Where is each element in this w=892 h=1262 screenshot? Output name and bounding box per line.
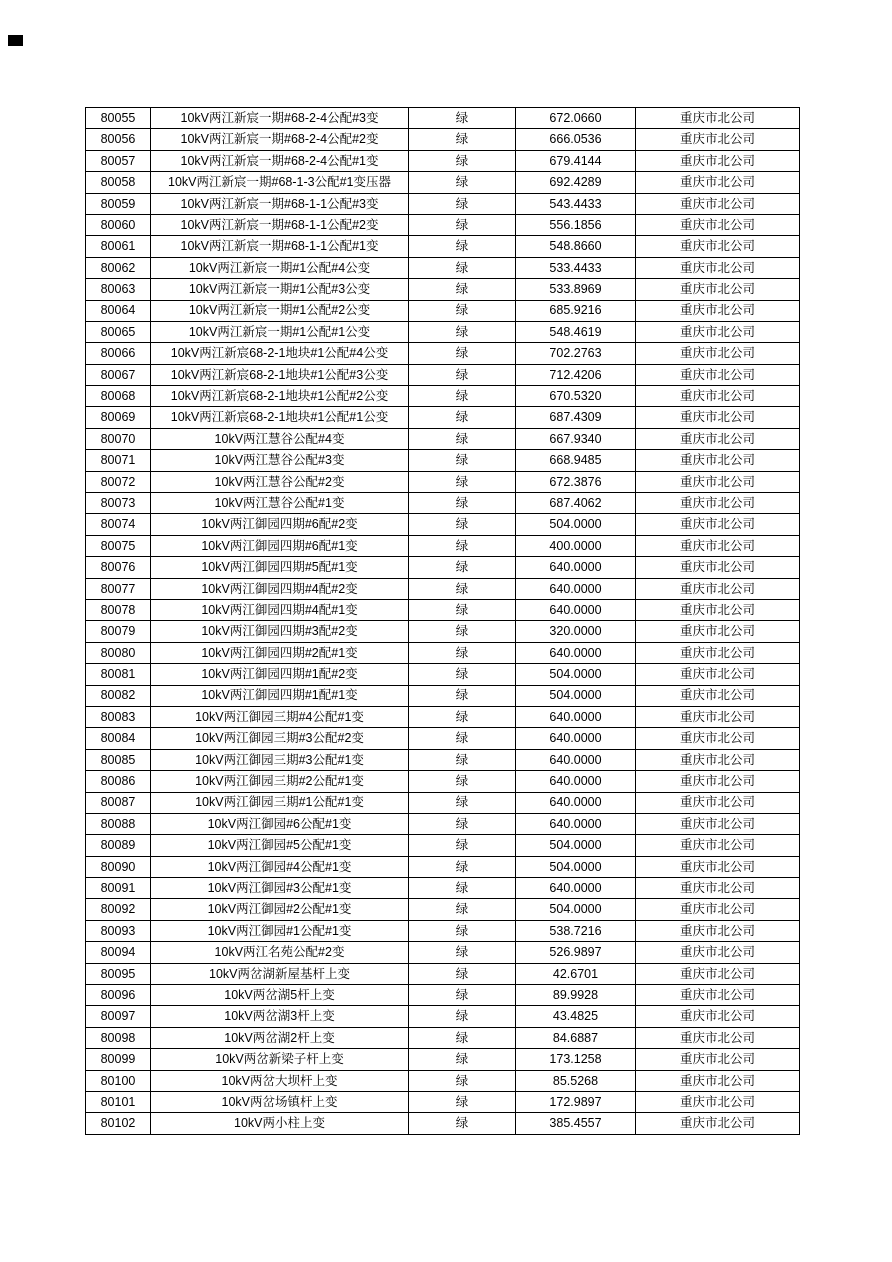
cell-id: 80076 — [86, 557, 151, 578]
cell-name: 10kV两江御园四期#6配#1变 — [151, 535, 409, 556]
cell-value: 85.5268 — [516, 1070, 636, 1091]
cell-name: 10kV两江御园四期#5配#1变 — [151, 557, 409, 578]
cell-id: 80102 — [86, 1113, 151, 1134]
cell-status: 绿 — [409, 450, 516, 471]
cell-name: 10kV两小柱上变 — [151, 1113, 409, 1134]
cell-company: 重庆市北公司 — [636, 428, 800, 449]
cell-value: 687.4062 — [516, 493, 636, 514]
cell-name: 10kV两江御园#5公配#1变 — [151, 835, 409, 856]
cell-value: 526.9897 — [516, 942, 636, 963]
cell-name: 10kV两江新宸一期#68-2-4公配#3变 — [151, 108, 409, 129]
cell-status: 绿 — [409, 108, 516, 129]
cell-value: 668.9485 — [516, 450, 636, 471]
cell-status: 绿 — [409, 214, 516, 235]
cell-company: 重庆市北公司 — [636, 771, 800, 792]
cell-value: 533.8969 — [516, 279, 636, 300]
cell-company: 重庆市北公司 — [636, 108, 800, 129]
cell-name: 10kV两岔湖3杆上变 — [151, 1006, 409, 1027]
cell-company: 重庆市北公司 — [636, 1006, 800, 1027]
cell-name: 10kV两江新宸68-2-1地块#1公配#1公变 — [151, 407, 409, 428]
cell-id: 80069 — [86, 407, 151, 428]
table-row — [86, 749, 800, 770]
table-row — [86, 1006, 800, 1027]
cell-id: 80089 — [86, 835, 151, 856]
cell-id: 80086 — [86, 771, 151, 792]
cell-status: 绿 — [409, 899, 516, 920]
cell-value: 685.9216 — [516, 300, 636, 321]
cell-name: 10kV两江新宸68-2-1地块#1公配#3公变 — [151, 364, 409, 385]
cell-id: 80091 — [86, 878, 151, 899]
cell-value: 687.4309 — [516, 407, 636, 428]
cell-status: 绿 — [409, 1113, 516, 1134]
cell-company: 重庆市北公司 — [636, 920, 800, 941]
cell-company: 重庆市北公司 — [636, 193, 800, 214]
cell-company: 重庆市北公司 — [636, 856, 800, 877]
cell-status: 绿 — [409, 685, 516, 706]
cell-company: 重庆市北公司 — [636, 792, 800, 813]
cell-status: 绿 — [409, 321, 516, 342]
cell-company: 重庆市北公司 — [636, 749, 800, 770]
cell-value: 667.9340 — [516, 428, 636, 449]
table-row — [86, 578, 800, 599]
table-row — [86, 792, 800, 813]
cell-company: 重庆市北公司 — [636, 1113, 800, 1134]
cell-name: 10kV两江新宸一期#1公配#1公变 — [151, 321, 409, 342]
table-row — [86, 985, 800, 1006]
table-row — [86, 428, 800, 449]
cell-status: 绿 — [409, 236, 516, 257]
table-row — [86, 878, 800, 899]
cell-company: 重庆市北公司 — [636, 835, 800, 856]
cell-value: 666.0536 — [516, 129, 636, 150]
table-row — [86, 343, 800, 364]
cell-name: 10kV两江名苑公配#2变 — [151, 942, 409, 963]
cell-company: 重庆市北公司 — [636, 364, 800, 385]
table-row — [86, 899, 800, 920]
cell-company: 重庆市北公司 — [636, 899, 800, 920]
cell-company: 重庆市北公司 — [636, 514, 800, 535]
cell-status: 绿 — [409, 985, 516, 1006]
cell-status: 绿 — [409, 920, 516, 941]
cell-id: 80063 — [86, 279, 151, 300]
cell-id: 80094 — [86, 942, 151, 963]
cell-value: 173.1258 — [516, 1049, 636, 1070]
cell-name: 10kV两江新宸一期#68-2-4公配#2变 — [151, 129, 409, 150]
cell-id: 80070 — [86, 428, 151, 449]
cell-value: 320.0000 — [516, 621, 636, 642]
table-row — [86, 214, 800, 235]
cell-id: 80087 — [86, 792, 151, 813]
cell-value: 385.4557 — [516, 1113, 636, 1134]
cell-name: 10kV两江新宸一期#68-1-3公配#1变压器 — [151, 172, 409, 193]
cell-company: 重庆市北公司 — [636, 621, 800, 642]
table-row — [86, 514, 800, 535]
table-row — [86, 1091, 800, 1112]
cell-id: 80099 — [86, 1049, 151, 1070]
table-row — [86, 664, 800, 685]
cell-value: 548.4619 — [516, 321, 636, 342]
cell-value: 556.1856 — [516, 214, 636, 235]
device-table — [85, 107, 800, 1135]
cell-value: 640.0000 — [516, 599, 636, 620]
cell-value: 640.0000 — [516, 728, 636, 749]
cell-company: 重庆市北公司 — [636, 1049, 800, 1070]
cell-status: 绿 — [409, 664, 516, 685]
cell-name: 10kV两江御园三期#4公配#1变 — [151, 706, 409, 727]
cell-status: 绿 — [409, 257, 516, 278]
cell-name: 10kV两江御园三期#1公配#1变 — [151, 792, 409, 813]
cell-name: 10kV两江御园三期#3公配#2变 — [151, 728, 409, 749]
cell-company: 重庆市北公司 — [636, 129, 800, 150]
cell-id: 80096 — [86, 985, 151, 1006]
cell-status: 绿 — [409, 942, 516, 963]
cell-id: 80083 — [86, 706, 151, 727]
cell-company: 重庆市北公司 — [636, 963, 800, 984]
cell-name: 10kV两江慧谷公配#2变 — [151, 471, 409, 492]
cell-name: 10kV两江慧谷公配#3变 — [151, 450, 409, 471]
cell-id: 80057 — [86, 150, 151, 171]
cell-name: 10kV两江御园四期#6配#2变 — [151, 514, 409, 535]
table-row — [86, 771, 800, 792]
cell-company: 重庆市北公司 — [636, 942, 800, 963]
cell-id: 80090 — [86, 856, 151, 877]
table-row — [86, 557, 800, 578]
cell-status: 绿 — [409, 343, 516, 364]
table-row — [86, 129, 800, 150]
cell-value: 712.4206 — [516, 364, 636, 385]
cell-name: 10kV两江新宸一期#68-1-1公配#2变 — [151, 214, 409, 235]
table-row — [86, 856, 800, 877]
cell-company: 重庆市北公司 — [636, 599, 800, 620]
cell-status: 绿 — [409, 878, 516, 899]
cell-name: 10kV两江御园#4公配#1变 — [151, 856, 409, 877]
table-row — [86, 728, 800, 749]
cell-value: 702.2763 — [516, 343, 636, 364]
cell-company: 重庆市北公司 — [636, 386, 800, 407]
cell-name: 10kV两江新宸一期#1公配#4公变 — [151, 257, 409, 278]
cell-name: 10kV两江新宸一期#1公配#3公变 — [151, 279, 409, 300]
cell-id: 80098 — [86, 1027, 151, 1048]
cell-status: 绿 — [409, 557, 516, 578]
table-row — [86, 471, 800, 492]
cell-value: 640.0000 — [516, 706, 636, 727]
cell-value: 640.0000 — [516, 792, 636, 813]
cell-status: 绿 — [409, 172, 516, 193]
cell-value: 640.0000 — [516, 578, 636, 599]
cell-name: 10kV两江御园#3公配#1变 — [151, 878, 409, 899]
cell-name: 10kV两江御园四期#4配#1变 — [151, 599, 409, 620]
cell-id: 80093 — [86, 920, 151, 941]
cell-status: 绿 — [409, 386, 516, 407]
table-row — [86, 685, 800, 706]
cell-company: 重庆市北公司 — [636, 493, 800, 514]
table-row — [86, 706, 800, 727]
cell-id: 80062 — [86, 257, 151, 278]
cell-company: 重庆市北公司 — [636, 343, 800, 364]
cell-status: 绿 — [409, 279, 516, 300]
cell-status: 绿 — [409, 471, 516, 492]
cell-name: 10kV两江新宸68-2-1地块#1公配#4公变 — [151, 343, 409, 364]
cell-id: 80068 — [86, 386, 151, 407]
cell-status: 绿 — [409, 642, 516, 663]
cell-name: 10kV两江御园#2公配#1变 — [151, 899, 409, 920]
cell-name: 10kV两江御园三期#2公配#1变 — [151, 771, 409, 792]
cell-company: 重庆市北公司 — [636, 685, 800, 706]
device-table-body — [86, 108, 800, 1135]
cell-id: 80081 — [86, 664, 151, 685]
table-row — [86, 450, 800, 471]
cell-value: 504.0000 — [516, 835, 636, 856]
cell-company: 重庆市北公司 — [636, 172, 800, 193]
cell-value: 504.0000 — [516, 514, 636, 535]
cell-value: 640.0000 — [516, 557, 636, 578]
page-corner-mark — [8, 35, 23, 46]
cell-status: 绿 — [409, 364, 516, 385]
cell-id: 80101 — [86, 1091, 151, 1112]
cell-id: 80061 — [86, 236, 151, 257]
cell-company: 重庆市北公司 — [636, 279, 800, 300]
cell-status: 绿 — [409, 150, 516, 171]
table-row — [86, 1070, 800, 1091]
cell-status: 绿 — [409, 728, 516, 749]
cell-id: 80100 — [86, 1070, 151, 1091]
table-row — [86, 621, 800, 642]
table-row — [86, 279, 800, 300]
cell-company: 重庆市北公司 — [636, 706, 800, 727]
cell-value: 504.0000 — [516, 899, 636, 920]
cell-company: 重庆市北公司 — [636, 214, 800, 235]
cell-id: 80078 — [86, 599, 151, 620]
cell-value: 504.0000 — [516, 685, 636, 706]
table-row — [86, 642, 800, 663]
cell-id: 80055 — [86, 108, 151, 129]
table-row — [86, 1113, 800, 1134]
cell-name: 10kV两岔新梁子杆上变 — [151, 1049, 409, 1070]
cell-name: 10kV两岔湖5杆上变 — [151, 985, 409, 1006]
cell-name: 10kV两岔场镇杆上变 — [151, 1091, 409, 1112]
cell-company: 重庆市北公司 — [636, 236, 800, 257]
cell-id: 80085 — [86, 749, 151, 770]
cell-company: 重庆市北公司 — [636, 642, 800, 663]
table-row — [86, 257, 800, 278]
cell-id: 80077 — [86, 578, 151, 599]
cell-name: 10kV两江御园四期#4配#2变 — [151, 578, 409, 599]
cell-status: 绿 — [409, 514, 516, 535]
cell-id: 80084 — [86, 728, 151, 749]
cell-value: 672.3876 — [516, 471, 636, 492]
cell-value: 672.0660 — [516, 108, 636, 129]
cell-id: 80058 — [86, 172, 151, 193]
table-row — [86, 963, 800, 984]
cell-company: 重庆市北公司 — [636, 321, 800, 342]
cell-value: 84.6887 — [516, 1027, 636, 1048]
cell-company: 重庆市北公司 — [636, 557, 800, 578]
cell-name: 10kV两江御园四期#2配#1变 — [151, 642, 409, 663]
cell-name: 10kV两江新宸一期#68-1-1公配#1变 — [151, 236, 409, 257]
cell-name: 10kV两岔大坝杆上变 — [151, 1070, 409, 1091]
cell-company: 重庆市北公司 — [636, 878, 800, 899]
cell-status: 绿 — [409, 428, 516, 449]
table-row — [86, 813, 800, 834]
cell-status: 绿 — [409, 856, 516, 877]
cell-value: 538.7216 — [516, 920, 636, 941]
cell-name: 10kV两江新宸一期#68-2-4公配#1变 — [151, 150, 409, 171]
cell-company: 重庆市北公司 — [636, 471, 800, 492]
cell-name: 10kV两江慧谷公配#1变 — [151, 493, 409, 514]
cell-status: 绿 — [409, 300, 516, 321]
cell-status: 绿 — [409, 1070, 516, 1091]
cell-status: 绿 — [409, 493, 516, 514]
cell-company: 重庆市北公司 — [636, 450, 800, 471]
cell-value: 504.0000 — [516, 664, 636, 685]
cell-value: 548.8660 — [516, 236, 636, 257]
cell-name: 10kV两江御园三期#3公配#1变 — [151, 749, 409, 770]
cell-id: 80066 — [86, 343, 151, 364]
cell-id: 80067 — [86, 364, 151, 385]
cell-status: 绿 — [409, 193, 516, 214]
table-row — [86, 321, 800, 342]
cell-name: 10kV两江御园四期#1配#1变 — [151, 685, 409, 706]
cell-id: 80064 — [86, 300, 151, 321]
cell-company: 重庆市北公司 — [636, 985, 800, 1006]
cell-value: 89.9928 — [516, 985, 636, 1006]
cell-value: 640.0000 — [516, 642, 636, 663]
cell-value: 42.6701 — [516, 963, 636, 984]
cell-status: 绿 — [409, 578, 516, 599]
cell-value: 43.4825 — [516, 1006, 636, 1027]
cell-company: 重庆市北公司 — [636, 664, 800, 685]
cell-value: 670.5320 — [516, 386, 636, 407]
cell-status: 绿 — [409, 771, 516, 792]
cell-id: 80092 — [86, 899, 151, 920]
cell-name: 10kV两江御园四期#1配#2变 — [151, 664, 409, 685]
cell-id: 80074 — [86, 514, 151, 535]
cell-id: 80075 — [86, 535, 151, 556]
cell-status: 绿 — [409, 749, 516, 770]
cell-name: 10kV两江新宸一期#68-1-1公配#3变 — [151, 193, 409, 214]
table-row — [86, 942, 800, 963]
cell-value: 692.4289 — [516, 172, 636, 193]
cell-status: 绿 — [409, 407, 516, 428]
cell-id: 80060 — [86, 214, 151, 235]
cell-value: 504.0000 — [516, 856, 636, 877]
table-row — [86, 599, 800, 620]
cell-value: 172.9897 — [516, 1091, 636, 1112]
table-row — [86, 172, 800, 193]
cell-status: 绿 — [409, 835, 516, 856]
cell-name: 10kV两岔湖新屋基杆上变 — [151, 963, 409, 984]
table-row — [86, 535, 800, 556]
cell-status: 绿 — [409, 621, 516, 642]
table-row — [86, 108, 800, 129]
cell-name: 10kV两江御园#6公配#1变 — [151, 813, 409, 834]
cell-status: 绿 — [409, 963, 516, 984]
cell-value: 679.4144 — [516, 150, 636, 171]
table-row — [86, 300, 800, 321]
cell-status: 绿 — [409, 1006, 516, 1027]
cell-id: 80071 — [86, 450, 151, 471]
table-row — [86, 407, 800, 428]
cell-company: 重庆市北公司 — [636, 578, 800, 599]
cell-status: 绿 — [409, 813, 516, 834]
cell-id: 80095 — [86, 963, 151, 984]
cell-name: 10kV两江新宸一期#1公配#2公变 — [151, 300, 409, 321]
cell-id: 80097 — [86, 1006, 151, 1027]
cell-name: 10kV两江御园四期#3配#2变 — [151, 621, 409, 642]
cell-name: 10kV两江御园#1公配#1变 — [151, 920, 409, 941]
cell-value: 640.0000 — [516, 878, 636, 899]
cell-name: 10kV两江新宸68-2-1地块#1公配#2公变 — [151, 386, 409, 407]
cell-status: 绿 — [409, 535, 516, 556]
table-row — [86, 236, 800, 257]
cell-company: 重庆市北公司 — [636, 535, 800, 556]
cell-status: 绿 — [409, 706, 516, 727]
cell-status: 绿 — [409, 1027, 516, 1048]
cell-value: 640.0000 — [516, 771, 636, 792]
cell-value: 400.0000 — [516, 535, 636, 556]
table-row — [86, 193, 800, 214]
cell-id: 80065 — [86, 321, 151, 342]
cell-company: 重庆市北公司 — [636, 1091, 800, 1112]
cell-company: 重庆市北公司 — [636, 813, 800, 834]
table-row — [86, 364, 800, 385]
cell-company: 重庆市北公司 — [636, 1070, 800, 1091]
table-row — [86, 493, 800, 514]
cell-value: 533.4433 — [516, 257, 636, 278]
cell-status: 绿 — [409, 792, 516, 813]
cell-company: 重庆市北公司 — [636, 407, 800, 428]
cell-company: 重庆市北公司 — [636, 1027, 800, 1048]
table-row — [86, 150, 800, 171]
cell-id: 80082 — [86, 685, 151, 706]
cell-id: 80079 — [86, 621, 151, 642]
cell-company: 重庆市北公司 — [636, 257, 800, 278]
table-row — [86, 920, 800, 941]
cell-id: 80059 — [86, 193, 151, 214]
table-row — [86, 835, 800, 856]
cell-id: 80080 — [86, 642, 151, 663]
cell-id: 80088 — [86, 813, 151, 834]
cell-value: 640.0000 — [516, 813, 636, 834]
cell-id: 80056 — [86, 129, 151, 150]
cell-id: 80072 — [86, 471, 151, 492]
cell-status: 绿 — [409, 129, 516, 150]
cell-status: 绿 — [409, 1091, 516, 1112]
cell-id: 80073 — [86, 493, 151, 514]
cell-name: 10kV两岔湖2杆上变 — [151, 1027, 409, 1048]
cell-value: 543.4433 — [516, 193, 636, 214]
cell-company: 重庆市北公司 — [636, 728, 800, 749]
cell-name: 10kV两江慧谷公配#4变 — [151, 428, 409, 449]
table-row — [86, 1049, 800, 1070]
table-row — [86, 1027, 800, 1048]
cell-value: 640.0000 — [516, 749, 636, 770]
cell-status: 绿 — [409, 1049, 516, 1070]
cell-company: 重庆市北公司 — [636, 300, 800, 321]
cell-status: 绿 — [409, 599, 516, 620]
cell-company: 重庆市北公司 — [636, 150, 800, 171]
table-row — [86, 386, 800, 407]
